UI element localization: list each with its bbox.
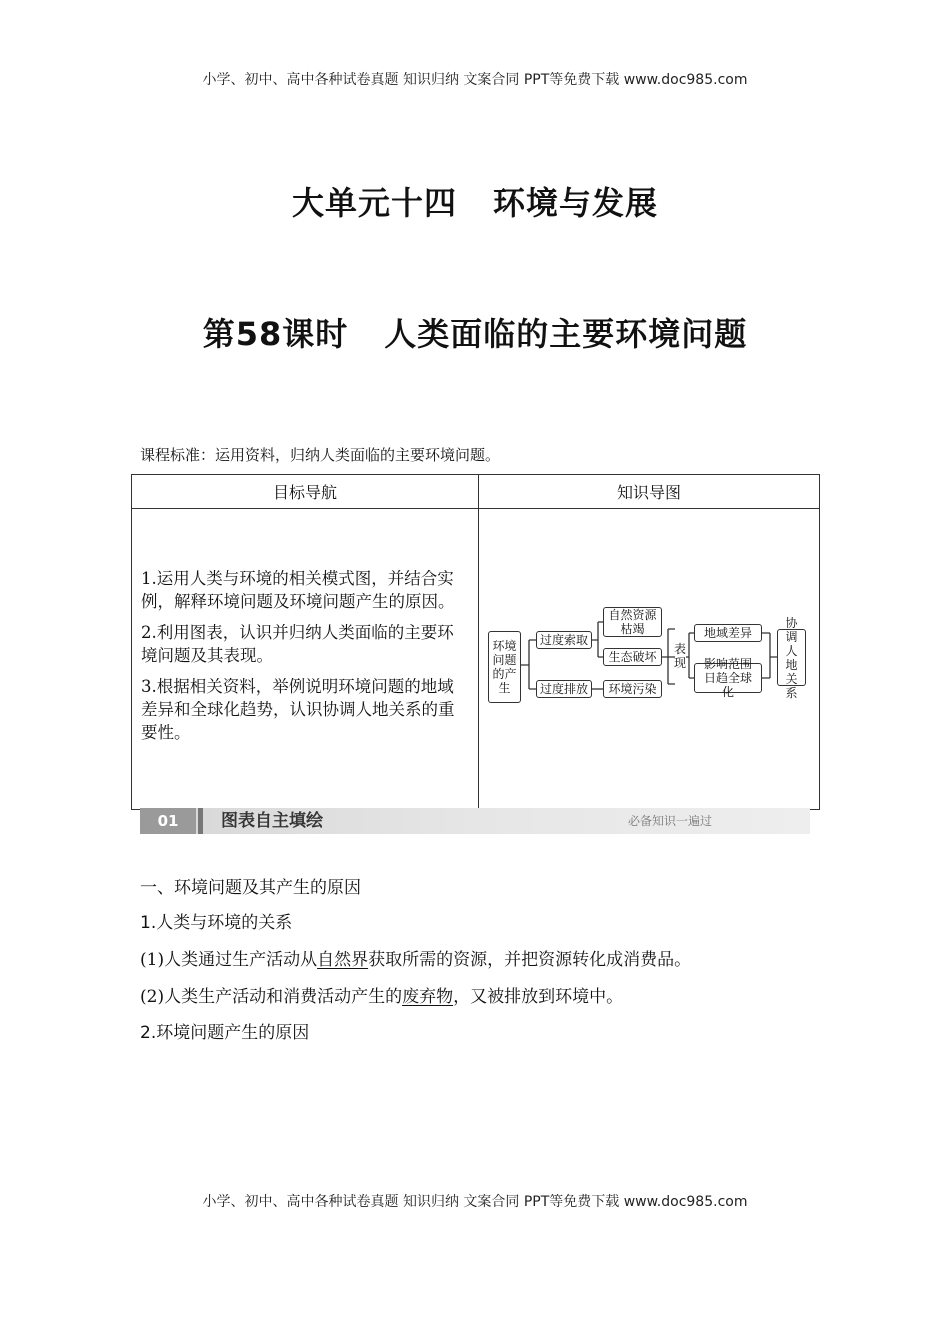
- goal-item-1: 1.运用人类与环境的相关模式图，并结合实例，解释环境问题及环境问题产生的原因。: [141, 568, 455, 611]
- mindmap-cause-overuse: 过度索取: [536, 631, 592, 649]
- page-footer: 小学、初中、高中各种试卷真题 知识归纳 文案合同 PPT等免费下载 www.doc985.com: [202, 1194, 748, 1210]
- mindmap-link-label: 表现: [673, 642, 686, 670]
- paragraph-2-start: (2)人类生产活动和消费活动产生的: [140, 987, 403, 1007]
- section-title: 图表自主填绘: [221, 811, 323, 831]
- paragraph-2-end: ，又被排放到环境中。: [453, 987, 624, 1007]
- unit-title: [0, 178, 950, 224]
- goal-item-3: 3.根据相关资料，举例说明环境问题的地域差异和全球化趋势，认识协调人地关系的重要性。: [141, 676, 455, 742]
- unit-title-topic: 环境与发展: [493, 184, 659, 222]
- part-heading: 一、环境问题及其产生的原因: [140, 878, 361, 898]
- goal-table-header-goals: 目标导航: [132, 475, 479, 509]
- mindmap-effect-eco-damage: 生态破坏: [603, 648, 662, 666]
- paragraph-1-start: (1)人类通过生产活动从: [140, 950, 318, 970]
- mindmap-cause-overemission: 过度排放: [536, 680, 592, 698]
- mindmap-conclusion: 协调人地关系: [777, 629, 806, 686]
- goals-cell: [132, 509, 479, 810]
- section-subtitle: 必备知识一遍过: [627, 814, 712, 828]
- lesson-title-number: 第58课时: [202, 315, 349, 353]
- section-divider: [198, 808, 203, 834]
- knowledge-mindmap: [479, 509, 818, 809]
- section-number: 01: [140, 808, 196, 834]
- mindmap-effect-resource-depletion: 自然资源枯竭: [603, 607, 662, 637]
- paragraph-1: [140, 945, 691, 970]
- lesson-title-topic: 人类面临的主要环境问题: [384, 315, 748, 353]
- section-banner: [140, 808, 810, 834]
- curriculum-standard: 课程标准：运用资料，归纳人类面临的主要环境问题。: [140, 446, 501, 464]
- heading-relationship: 1.人类与环境的关系: [140, 913, 293, 933]
- paragraph-2: [140, 982, 623, 1007]
- heading-causes: 2.环境问题产生的原因: [140, 1023, 310, 1043]
- goal-item-2: 2.利用图表，认识并归纳人类面临的主要环境问题及其表现。: [141, 622, 454, 665]
- mindmap-cell: [479, 509, 820, 810]
- paragraph-1-end: 获取所需的资源，并把资源转化成消费品。: [368, 950, 692, 970]
- blank-answer-nature: 自然界: [317, 950, 369, 970]
- blank-answer-waste: 废弃物: [402, 987, 454, 1007]
- mindmap-root: 环境问题的产生: [488, 631, 521, 703]
- goal-table-header-mindmap: 知识导图: [479, 475, 820, 509]
- unit-title-number: 大单元十四: [291, 184, 457, 222]
- mindmap-feature-global: 影响范围日趋全球化: [694, 663, 762, 693]
- mindmap-feature-regional: 地域差异: [694, 624, 762, 642]
- page-header: 小学、初中、高中各种试卷真题 知识归纳 文案合同 PPT等免费下载 www.doc985.com: [202, 72, 748, 88]
- lesson-title: [0, 309, 950, 355]
- mindmap-effect-pollution: 环境污染: [603, 680, 662, 698]
- goal-table: [131, 474, 820, 810]
